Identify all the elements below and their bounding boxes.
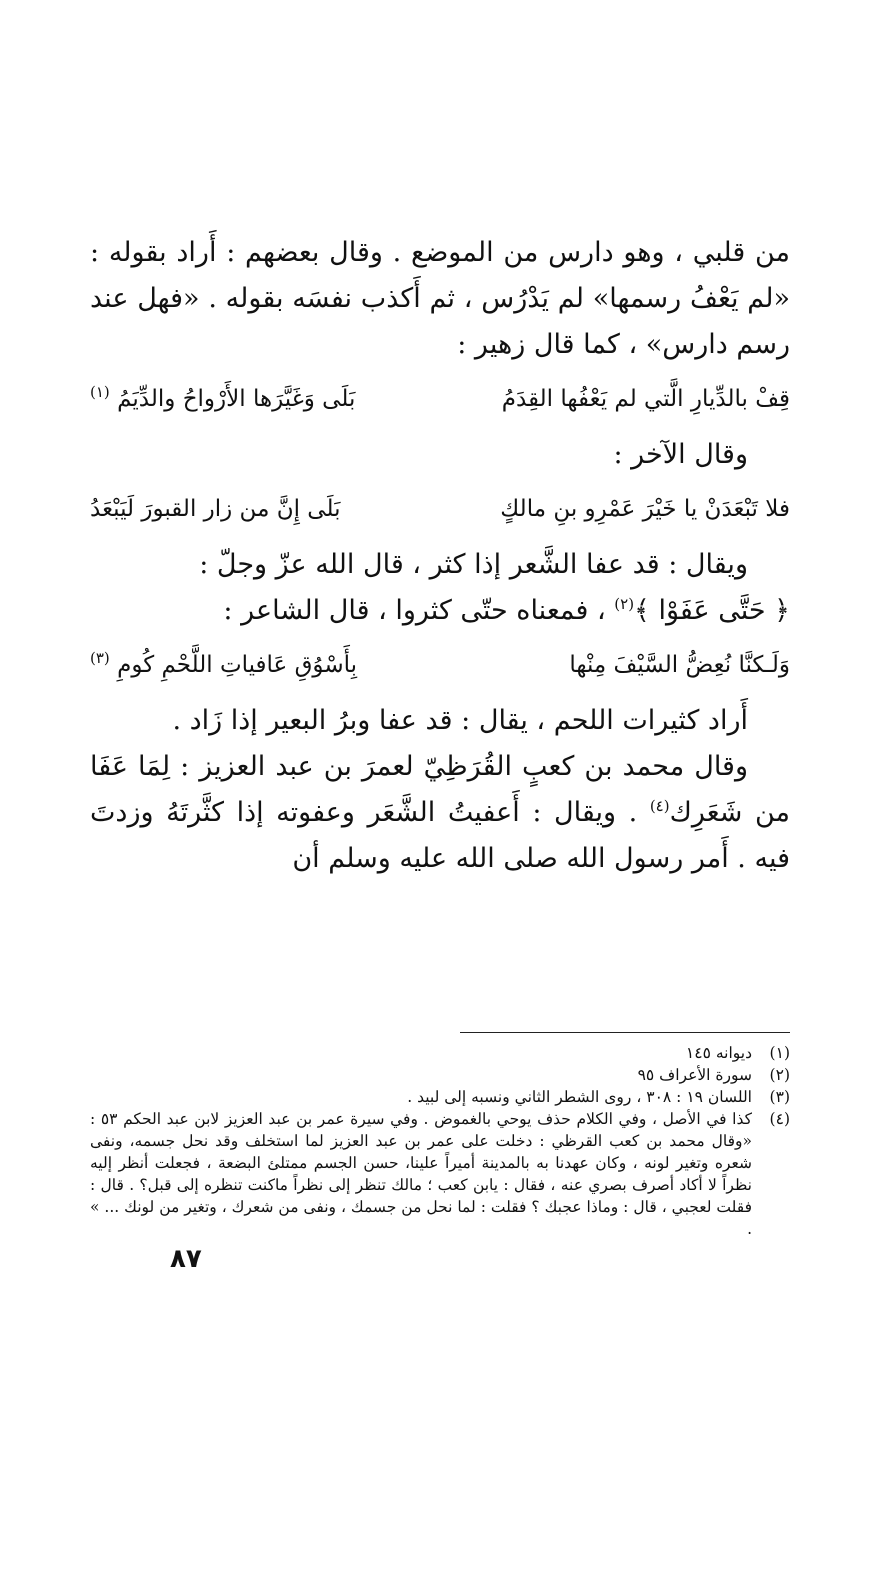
paragraph: وقال محمد بن كعبٍ القُرَظِيّ لعمرَ بن عبد العزيز : لِمَا عَفَا من شَعَرِك$^{(٤)}$ . ويقال : أَعفيتُ الشَّعَر وعفوته إذا كثَّرتَهُ وزدتَ فيه . أَمر رسول الله صلى الله عليه وسلم أن (90, 751, 790, 874)
footnote: (٣) اللسان ١٩ : ٣٠٨ ، روى الشطر الثاني ونسبه إلى لبيد . (407, 1088, 790, 1106)
footnotes (90, 1042, 790, 1240)
footnote: (١) ديوانه ١٤٥ (685, 1044, 790, 1062)
footnote-ref: (٤) (649, 797, 670, 815)
paragraph: ويقال : قد عفا الشَّعر إذا كثر ، قال الله عزّ وجلّ : (199, 549, 748, 580)
verse-poet (90, 642, 790, 688)
footnote: (٢) سورة الأعراف ٩٥ (637, 1066, 790, 1084)
verse-zuhayr (90, 376, 790, 422)
paragraph: أَراد كثيرات اللحم ، يقال : قد عفا وبرُ البعير إذا زَاد . (172, 705, 748, 736)
paragraph: وقال الآخر : (613, 439, 748, 470)
footnote: (٤) كذا في الأصل ، وفي الكلام حذف يوحي بالغموض . وفي سيرة عمر بن عبد العزيز لابن عبد الحكم ٥٣ : «وقال محمد بن كعب القرظي : دخلت على عمر بن عبد العزيز لما استخلف وقد نحل جسمه، ونفى شعره وتغير لونه ، وكان عهدنا به بالمدينة أميراً علينا، حسن الجسم ممتلئ البضعة ، فجعلت أنظر إليه نظراً لا أكاد أصرف بصري عنه ، فقال : يابن كعب ؛ مالك تنظر إلى نظراً ماكنت تنظره إلى قبل؟ . قال : فقلت لعجبي ، قال : وماذا عجبك ؟ فقلت : لما نحل من جسمك ، ونفى من شعرك ، وتغير من لونك ... » . (90, 1110, 790, 1238)
verse-other-poet (90, 486, 790, 532)
main-text (90, 230, 790, 882)
page-number: ٨٧ (170, 1244, 202, 1274)
verse-first-hemistich: قِفْ بالدِّيارِ الَّتي لم يَعْفُها القِدَمُ (501, 386, 790, 412)
verse-second-hemistich: بَلَى إِنَّ من زار القبورَ لَيَبْعَدُ (90, 496, 341, 522)
verse-first-hemistich: فلا تَبْعَدَنْ يا خَيْرَ عَمْرِو بنِ مالكٍ (500, 496, 790, 522)
paragraph: ﴿ حَتَّى عَفَوْا ﴾$^{(٢)}$ ، فمعناه حتّى كثروا ، قال الشاعر : (223, 595, 790, 626)
paragraph: من قلبي ، وهو دارس من الموضع . وقال بعضهم : أَراد بقوله : «لم يَعْفُ رسمها» لم يَدْرُس ، ثم أَكذب نفسَه بقوله . «فهل عند رسم دارس» ، كما قال زهير : (90, 237, 790, 360)
footnote-divider (460, 1032, 790, 1033)
quran-quote: ﴿ حَتَّى عَفَوْا ﴾ (634, 595, 790, 626)
verse-second-hemistich: بَلَى وَغَيَّرَها الأَرْواحُ والدِّيَمُ (١) (90, 383, 356, 412)
verse-first-hemistich: وَلَـكنَّا نُعِضُّ السَّيْفَ مِنْها (569, 652, 790, 678)
footnote-ref: (٢) (614, 595, 635, 613)
verse-second-hemistich: بِأَسْوُقِ عَافياتِ اللَّحْمِ كُومِ (٣) (90, 649, 357, 678)
